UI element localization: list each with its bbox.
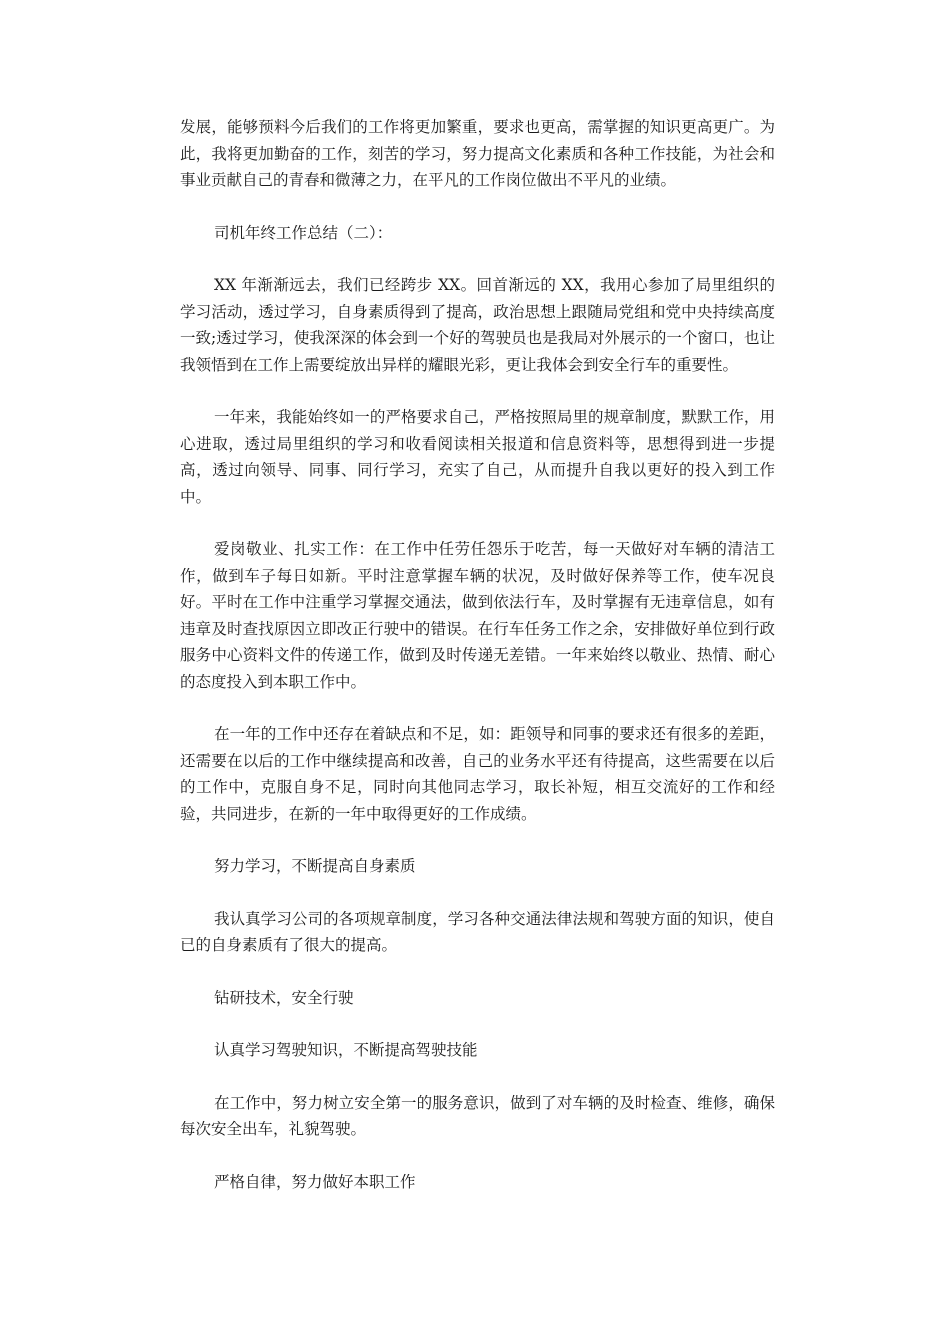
paragraph-shortcomings: 在一年的工作中还存在着缺点和不足，如：距领导和同事的要求还有很多的差距，还需要在以后的工作中继续提高和改善，自己的业务水平还有待提高，这些需要在以后的工作中，克服自身不足，同时向其他同志学习，取长补短，相互交流好的工作和经验，共同进步，在新的一年中取得更好的工作成绩。 bbox=[180, 725, 775, 823]
document-body bbox=[180, 114, 775, 1221]
paragraph-dedication: 爱岗敬业、扎实工作：在工作中任劳任怨乐于吃苦，每一天做好对车辆的清洁工作，做到车子每日如新。平时注意掌握车辆的状况，及时做好保养等工作，使车况良好。平时在工作中注重学习掌握交通法，做到依法行车，及时掌握有无违章信息，如有违章及时查找原因立即改正行驶中的错误。在行车任务工作之余，安排做好单位到行政服务中心资料文件的传递工作，做到及时传递无差错。一年来始终以敬业、热情、耐心的态度投入到本职工作中。 bbox=[180, 540, 775, 691]
subheading-safe-driving: 钻研技术，安全行驶 bbox=[214, 988, 354, 1007]
paragraph-study: 我认真学习公司的各项规章制度，学习各种交通法律法规和驾驶方面的知识，使自已的自身素质有了很大的提高。 bbox=[180, 909, 775, 954]
paragraph-attitude: 一年来，我能始终如一的严格要求自己，严格按照局里的规章制度，默默工作，用心进取，透过局里组织的学习和收看阅读相关报道和信息资料等，思想得到进一步提高，透过向领导、同事、同行学习，充实了自己，从而提升自我以更好的投入到工作中。 bbox=[180, 408, 775, 506]
paragraph-safety: 在工作中，努力树立安全第一的服务意识，做到了对车辆的及时检查、维修，确保每次安全出车，礼貌驾驶。 bbox=[180, 1093, 775, 1138]
paragraph-intro: XX 年渐渐远去，我们已经跨步 XX。回首渐远的 XX，我用心参加了局里组织的学习活动，透过学习，自身素质得到了提高，政治思想上跟随局党组和党中央持续高度一致;透过学习，使我深深的体会到一个好的驾驶员也是我局对外展示的一个窗口，也让我领悟到在工作上需要绽放出异样的耀眼光彩，更让我体会到安全行车的重要性。 bbox=[180, 276, 775, 374]
subheading-self-discipline: 严格自律，努力做好本职工作 bbox=[214, 1172, 416, 1191]
subheading-study: 努力学习，不断提高自身素质 bbox=[214, 857, 416, 875]
paragraph-continuation: 发展，能够预料今后我们的工作将更加繁重，要求也更高，需掌握的知识更高更广。为此，我将更加勤奋的工作，刻苦的学习，努力提高文化素质和各种工作技能，为社会和事业贡献自己的青春和微薄之力，在平凡的工作岗位做出不平凡的业绩。 bbox=[180, 118, 775, 189]
subheading-driving-skills: 认真学习驾驶知识，不断提高驾驶技能 bbox=[214, 1041, 478, 1059]
section-title: 司机年终工作总结（二）： bbox=[214, 223, 393, 242]
